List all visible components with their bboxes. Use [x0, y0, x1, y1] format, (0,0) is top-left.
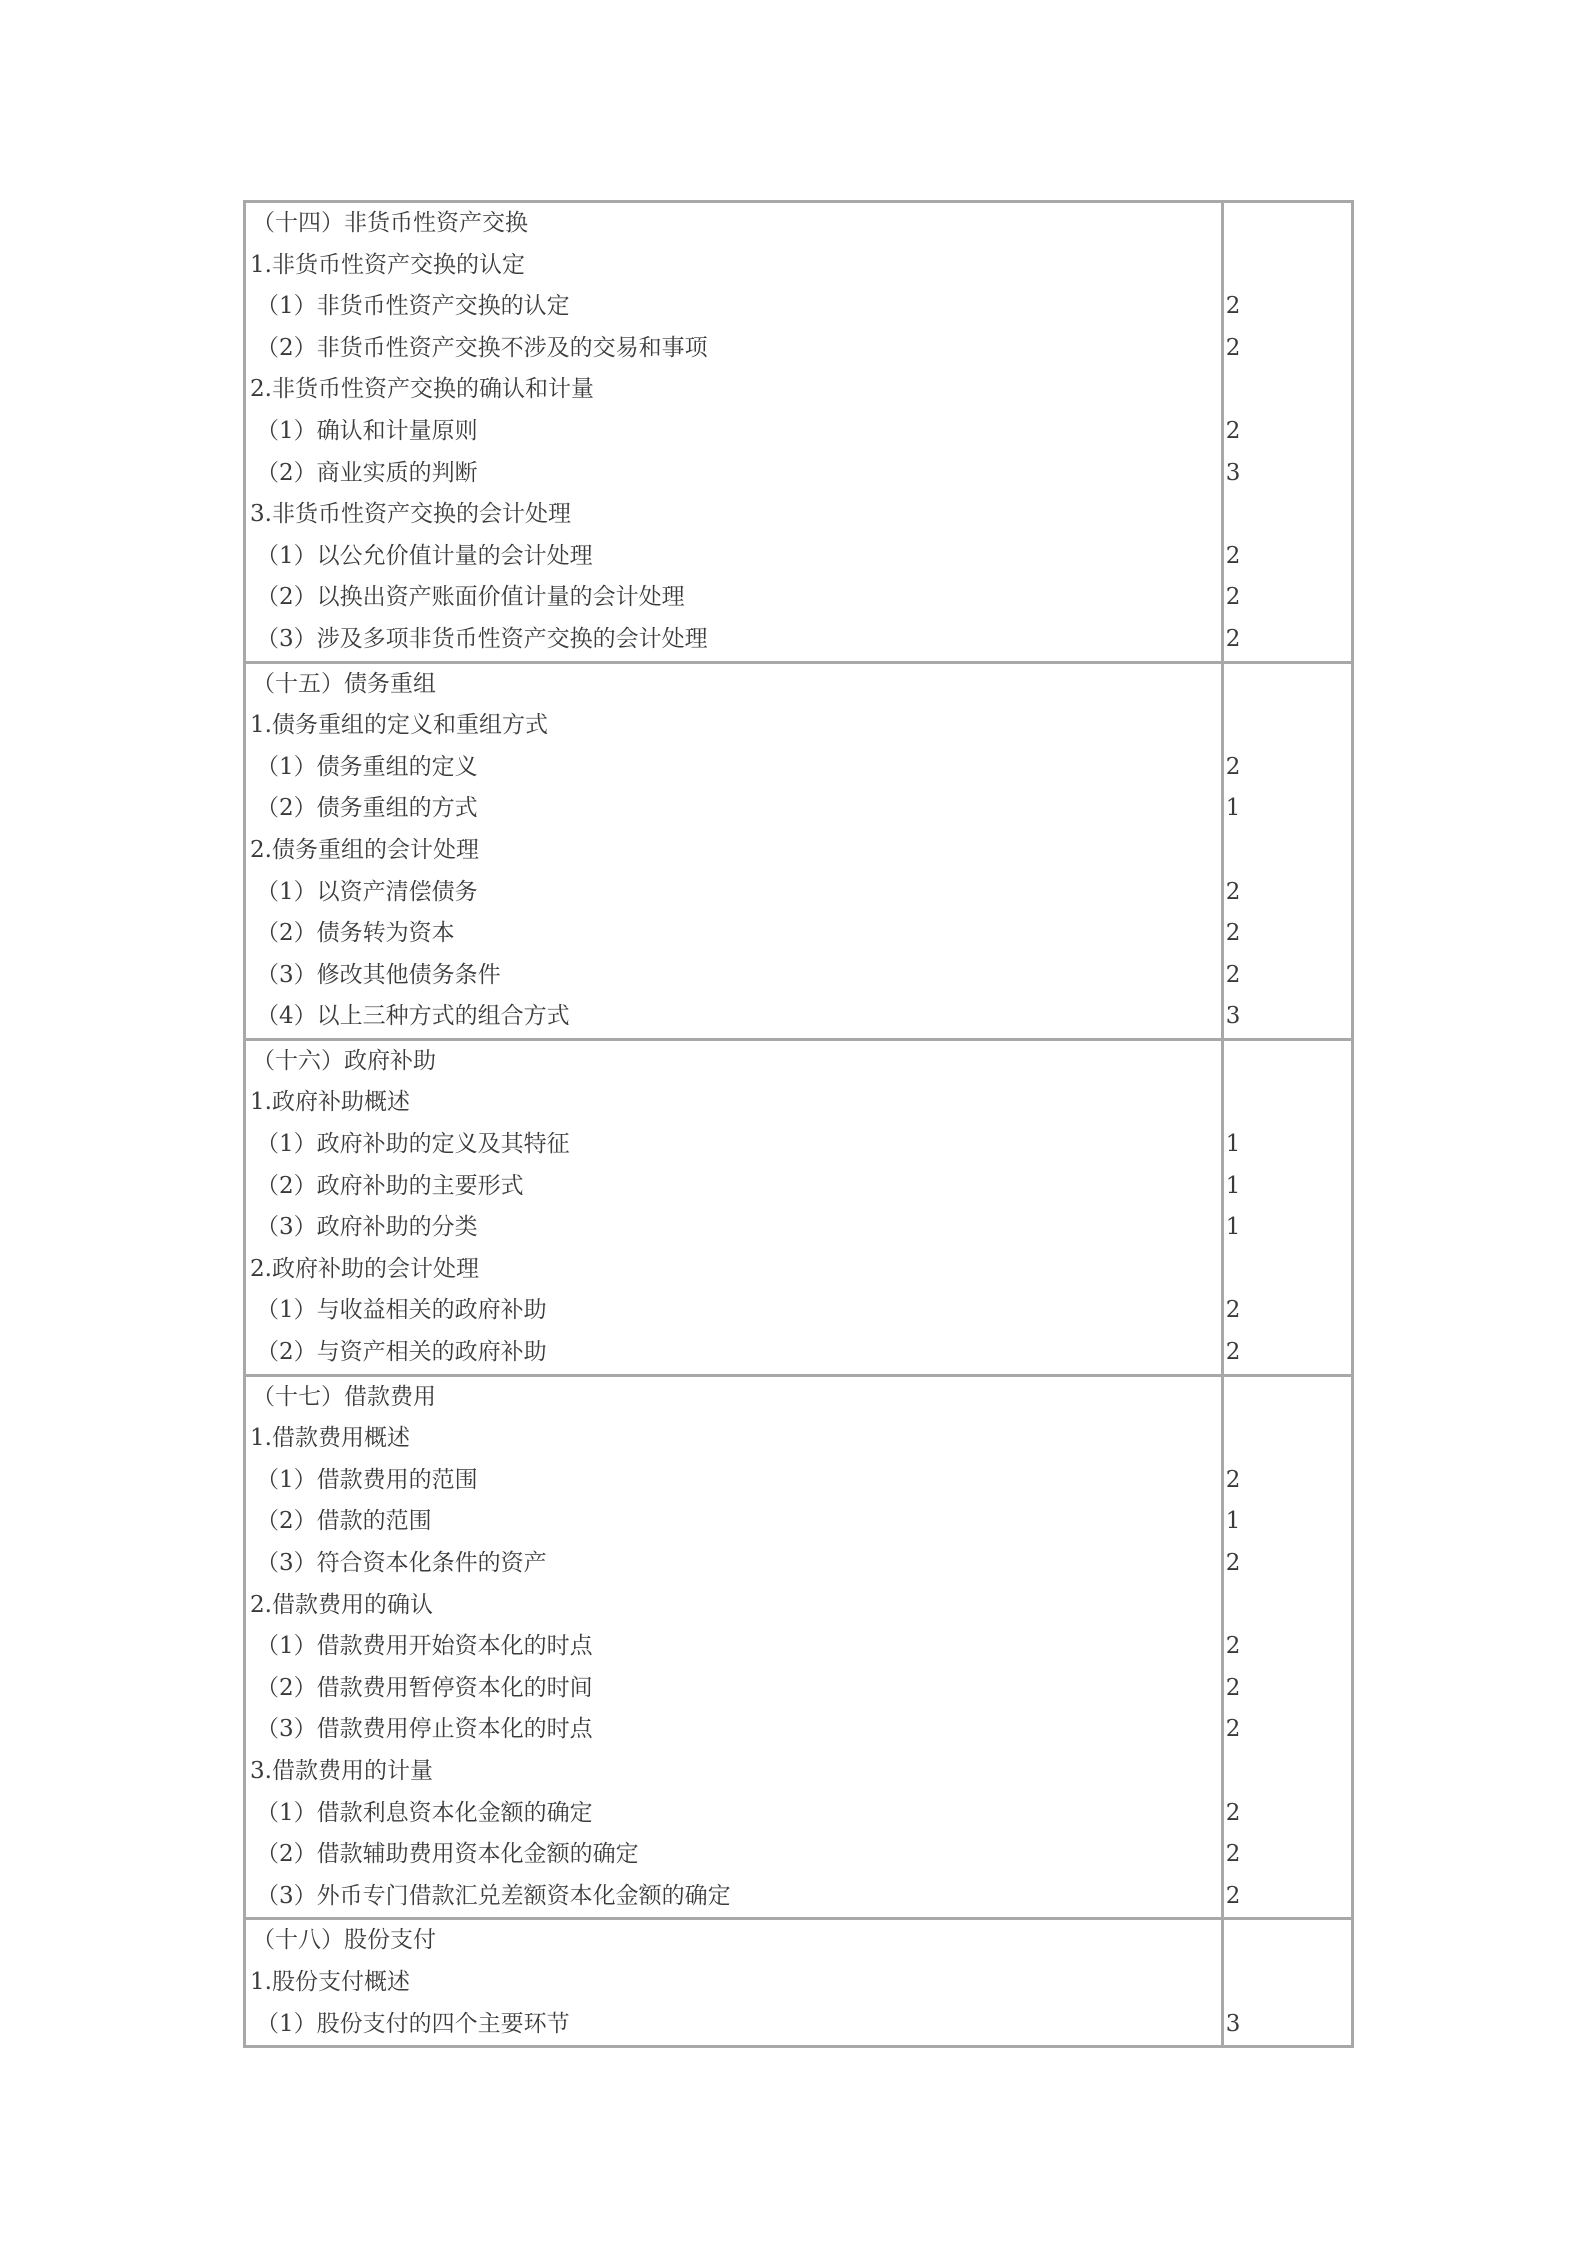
- outline-item: （3）政府补助的分类: [256, 1214, 478, 1241]
- competency-level: 3: [1225, 1003, 1241, 1030]
- outline-item: （1）确认和计量原则: [256, 417, 478, 444]
- outline-item: （1）以公允价值计量的会计处理: [256, 542, 593, 569]
- outline-subheading: 2.政府补助的会计处理: [250, 1255, 479, 1282]
- competency-level: 2: [1225, 417, 1241, 444]
- level-cell: [1222, 662, 1352, 1039]
- section-level-blank: [1224, 664, 1351, 706]
- competency-level: [1224, 1082, 1351, 1124]
- outline-item: （2）借款的范围: [256, 1508, 432, 1535]
- syllabus-table: [243, 200, 1354, 2048]
- section-title: （十六）政府补助: [252, 1047, 436, 1074]
- competency-level: 2: [1225, 1297, 1241, 1324]
- section-title: （十八）股份支付: [252, 1927, 436, 1954]
- outline-subheading: 1.股份支付概述: [250, 1968, 410, 1995]
- outline-item: （2）债务转为资本: [256, 920, 455, 947]
- competency-level: [1224, 705, 1351, 747]
- competency-level: 2: [1225, 961, 1241, 988]
- outline-item: （1）与收益相关的政府补助: [256, 1297, 547, 1324]
- competency-level: 1: [1225, 795, 1241, 822]
- outline-item: （3）修改其他债务条件: [256, 961, 501, 988]
- section-level-blank: [1224, 1041, 1351, 1083]
- competency-level: 2: [1225, 625, 1241, 652]
- outline-item: （3）符合资本化条件的资产: [256, 1550, 547, 1576]
- outline-item: （1）债务重组的定义: [256, 753, 478, 780]
- competency-level: 1: [1225, 1214, 1241, 1241]
- outline-subheading: 2.非货币性资产交换的确认和计量: [250, 376, 594, 403]
- competency-level: 2: [1225, 1716, 1241, 1743]
- outline-item: （2）债务重组的方式: [256, 795, 478, 822]
- competency-level: [1224, 494, 1351, 536]
- outline-item: （2）借款辅助费用资本化金额的确定: [256, 1841, 639, 1868]
- section-block: [245, 1375, 1353, 1919]
- outline-item: （4）以上三种方式的组合方式: [256, 1003, 570, 1030]
- outline-item: （3）外币专门借款汇兑差额资本化金额的确定: [256, 1882, 731, 1909]
- competency-level: 2: [1225, 293, 1241, 320]
- competency-level: 2: [1225, 1466, 1241, 1493]
- competency-level: 2: [1225, 1674, 1241, 1701]
- outline-subheading: 1.非货币性资产交换的认定: [250, 251, 525, 278]
- section-level-blank: [1224, 1377, 1351, 1419]
- competency-level: 2: [1225, 334, 1241, 361]
- section-block: [245, 1919, 1353, 2047]
- section-title: （十七）借款费用: [252, 1383, 436, 1410]
- outline-item: （2）政府补助的主要形式: [256, 1172, 524, 1199]
- outline-subheading: 3.借款费用的计量: [250, 1757, 433, 1784]
- outline-item: （2）非货币性资产交换不涉及的交易和事项: [256, 334, 708, 361]
- section-block: [245, 1039, 1353, 1375]
- competency-level: 3: [1225, 459, 1241, 486]
- competency-level: [1224, 1962, 1351, 2004]
- level-cell: [1222, 1375, 1352, 1919]
- competency-level: 1: [1225, 1508, 1241, 1535]
- outline-subheading: 1.借款费用概述: [250, 1425, 410, 1452]
- outline-item: （1）以资产清偿债务: [256, 878, 478, 905]
- competency-level: 1: [1225, 1172, 1241, 1199]
- competency-level: 2: [1225, 1799, 1241, 1826]
- content-cell: [245, 202, 1223, 663]
- outline-item: （3）涉及多项非货币性资产交换的会计处理: [256, 625, 708, 652]
- competency-level: [1224, 1585, 1351, 1627]
- level-cell: [1222, 202, 1352, 663]
- competency-level: [1224, 1751, 1351, 1793]
- competency-level: 1: [1225, 1131, 1241, 1158]
- competency-level: [1224, 830, 1351, 872]
- competency-level: 2: [1225, 584, 1241, 611]
- outline-item: （2）与资产相关的政府补助: [256, 1339, 547, 1366]
- level-cell: [1222, 1919, 1352, 2047]
- competency-level: 2: [1225, 1550, 1241, 1576]
- section-title: （十五）债务重组: [252, 670, 436, 697]
- outline-item: （1）借款费用的范围: [256, 1466, 478, 1493]
- competency-level: 2: [1225, 1841, 1241, 1868]
- outline-item: （2）借款费用暂停资本化的时间: [256, 1674, 593, 1701]
- content-cell: [245, 1039, 1223, 1375]
- section-level-blank: [1224, 203, 1351, 245]
- competency-level: [1224, 1418, 1351, 1460]
- competency-level: 2: [1225, 753, 1241, 780]
- competency-level: [1224, 369, 1351, 411]
- syllabus-table-body: [245, 202, 1353, 2047]
- section-block: [245, 662, 1353, 1039]
- outline-subheading: 1.政府补助概述: [250, 1089, 410, 1116]
- outline-item: （2）以换出资产账面价值计量的会计处理: [256, 584, 685, 611]
- competency-level: 2: [1225, 920, 1241, 947]
- competency-level: [1224, 1249, 1351, 1291]
- outline-item: （2）商业实质的判断: [256, 459, 478, 486]
- outline-subheading: 2.借款费用的确认: [250, 1591, 433, 1618]
- level-cell: [1222, 1039, 1352, 1375]
- competency-level: 2: [1225, 1882, 1241, 1909]
- competency-level: 2: [1225, 878, 1241, 905]
- competency-level: 3: [1225, 2010, 1241, 2037]
- outline-subheading: 1.债务重组的定义和重组方式: [250, 712, 548, 739]
- section-level-blank: [1224, 1920, 1351, 1962]
- competency-level: 2: [1225, 1633, 1241, 1660]
- outline-subheading: 2.债务重组的会计处理: [250, 836, 479, 863]
- outline-subheading: 3.非货币性资产交换的会计处理: [250, 501, 571, 528]
- competency-level: [1224, 245, 1351, 287]
- content-cell: [245, 1375, 1223, 1919]
- section-title: （十四）非货币性资产交换: [252, 210, 528, 236]
- outline-item: （1）非货币性资产交换的认定: [256, 293, 570, 320]
- section-block: [245, 202, 1353, 663]
- outline-item: （1）政府补助的定义及其特征: [256, 1131, 570, 1158]
- outline-item: （3）借款费用停止资本化的时点: [256, 1716, 593, 1743]
- outline-item: （1）借款费用开始资本化的时点: [256, 1633, 593, 1660]
- competency-level: 2: [1225, 1339, 1241, 1366]
- outline-item: （1）借款利息资本化金额的确定: [256, 1799, 593, 1826]
- competency-level: 2: [1225, 542, 1241, 569]
- outline-item: （1）股份支付的四个主要环节: [256, 2010, 570, 2037]
- content-cell: [245, 662, 1223, 1039]
- content-cell: [245, 1919, 1223, 2047]
